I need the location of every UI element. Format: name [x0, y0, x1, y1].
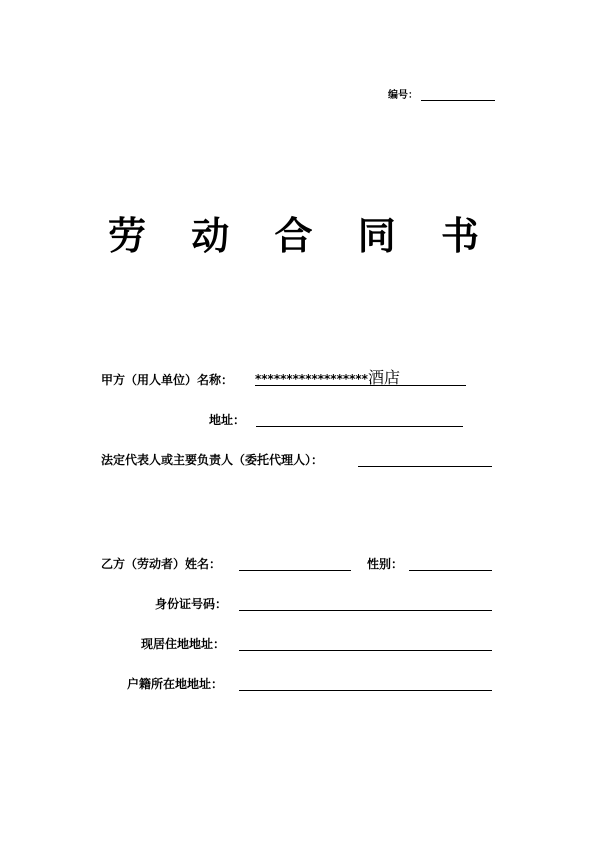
party-b-household-address-label: 户籍所在地地址： — [127, 677, 224, 691]
party-b-current-address-field[interactable] — [239, 650, 492, 651]
party-b-household-address-field[interactable] — [239, 690, 492, 691]
legal-representative-field[interactable] — [358, 466, 492, 467]
document-number-label: 编号： — [388, 90, 418, 101]
party-a-name-suffix: 酒店 — [367, 368, 400, 387]
party-b-id-field[interactable] — [239, 610, 492, 611]
party-a-name-underline — [255, 385, 466, 386]
legal-representative-label: 法定代表人或主要负责人（委托代理人）： — [101, 453, 324, 467]
document-title: 劳 动 合 同 书 — [108, 213, 495, 258]
party-a-name-masked: ****************** — [255, 372, 368, 386]
party-b-name-field[interactable] — [239, 570, 351, 571]
party-b-current-address-label: 现居住地地址： — [141, 637, 226, 651]
document-number-field[interactable] — [421, 100, 495, 101]
party-b-gender-field[interactable] — [409, 570, 492, 571]
party-a-address-field[interactable] — [256, 426, 463, 427]
party-a-address-label: 地址： — [209, 413, 246, 427]
party-b-id-label: 身份证号码： — [155, 597, 228, 611]
party-b-name-label: 乙方（劳动者）姓名： — [101, 557, 222, 571]
party-b-gender-label: 性别： — [367, 557, 404, 571]
party-a-name-label: 甲方（用人单位）名称： — [101, 373, 234, 387]
